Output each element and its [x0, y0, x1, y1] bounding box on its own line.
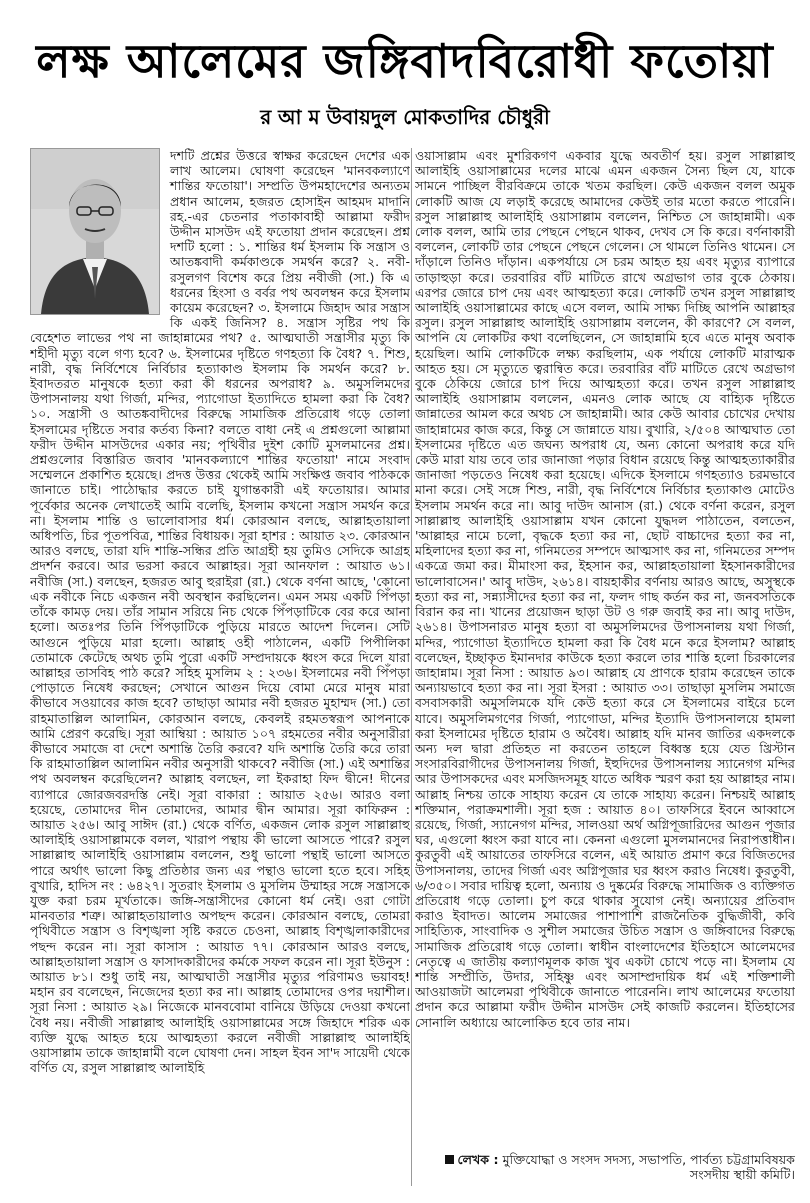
article-byline: র আ ম উবায়দুল মোকতাদির চৌধুরী — [260, 105, 550, 129]
author-photo — [30, 148, 160, 315]
author-note-label: লেখক : — [457, 1152, 499, 1167]
article-column-right — [415, 148, 795, 1148]
bullet-square-icon — [445, 1155, 454, 1164]
author-note-text: মুক্তিযোদ্ধা ও সংসদ সদস্য, সভাপতি, পার্বত্য চট্টগ্রামবিষয়ক সংসদীয় স্থায়ী কমিটি। — [502, 1152, 795, 1183]
author-note — [415, 1152, 795, 1182]
author-portrait-icon — [31, 149, 159, 314]
article-headline: লক্ষ আলেমের জঙ্গিবাদবিরোধী ফতোয়া — [36, 34, 774, 88]
right-column-text: ওয়াসাল্লাম এবং মুশরিকগণ একবার যুদ্ধে অবতীর্ণ হয়। রসুল সাল্লাল্লাহু আলাইহি ওয়াসাল্লামের দলের মাঝে এমন একজন সৈন্য ছিল যে, যাকে সামনে পাচ্ছিল বীরবিক্রমে তাকে খতম করছিল। কেউ একজন বলল অমুক লোকটি আজ যে লড়াই করেছে আমাদের কেউই তার মতো করতে পারেনি। রসুল সাল্লাল্লাহু আলাইহি ওয়াসাল্লাম বললেন, নিশ্চিত সে জাহান্নামী। এক লোক বলল, আমি তার পেছনে পেছনে থাকব, দেখব সে কি করে। বর্ণনাকারী বললেন, লোকটি তার পেছনে পেছনে গেলেন। সে থামলে তিনিও থামেন। সে দাঁড়ালে তিনিও দাঁড়ান। একপর্যায়ে সে চরম আহত হয় এবং মৃত্যুর ব্যাপারে তাড়াহুড়া করে। তরবারির বাঁট মাটিতে রাখে অগ্রভাগ তার বুকে ঠেকায়। এরপর জোরে চাপ দেয় এবং আত্মহত্যা করে। লোকটি তখন রসুল সাল্লাল্লাহু আলাইহি ওয়াসাল্লামের কাছে এসে বলল, আমি সাক্ষ্য দিচ্ছি আপনি আল্লাহর রসুল। রসুল সাল্লাল্লাহু আলাইহি ওয়াসাল্লাম বললেন, কী কারণে? সে বলল, আপনি যে লোকটির কথা বলেছিলেন, সে জাহান্নামি হবে এতে মানুষ অবাক হয়েছিল। আমি লোকটিকে লক্ষ্য করছিলাম, এক পর্যায়ে লোকটি মারাত্মক আহত হয়। সে মৃত্যুতে ত্বরান্বিত করে। তরবারির বাঁট মাটিতে রেখে অগ্রভাগ বুকে ঠেকিয়ে জোরে চাপ দিয়ে আত্মহত্যা করে। তখন রসুল সাল্লাল্লাহু আলাইহি ওয়াসাল্লাম বললেন, এমনও লোক আছে যে বাহ্যিক দৃষ্টিতে জান্নাতের আমল করে অথচ সে জাহান্নামী। আর কেউ আবার চোখের দেখায় জাহান্নামের কাজ করে, কিন্তু সে জান্নাতে যায়। বুখারি, ২/৫০৪ আত্মঘাত তো ইসলামের দৃষ্টিতে এত জঘন্য অপরাধ যে, অন্য কোনো অপরাধ করে যদি কেউ মারা যায় তবে তার জানাজা পড়ার বিধান রয়েছে কিন্তু আত্মহত্যাকারীর জানাজা পড়তেও নিষেধ করা হয়েছে। এদিকে ইসলামে গণহত্যাও চরমভাবে মানা করে। সেই সঙ্গে শিশু, নারী, বৃদ্ধ নির্বিশেষে নির্বিচার হত্যাকাণ্ড মোটেও ইসলাম সমর্থন করে না। আবু দাউদ আনাস (রা.) থেকে বর্ণনা করেন, রসুল সাল্লাল্লাহু আলাইহি ওয়াসাল্লাম যখন কোনো যুদ্ধদল পাঠাতেন, বলতেন, 'আল্লাহর নামে চলো, বৃদ্ধকে হত্যা কর না, ছোট বাচ্চাদের হত্যা কর না, মহিলাদের হত্যা কর না, গনিমতের সম্পদে আত্মসাৎ কর না, গনিমতের সম্পদ একত্রে জমা কর। মীমাংসা কর, ইহসান কর, আল্লাহতায়ালা ইহসানকারীদের ভালোবাসেন।' আবু দাউদ, ২৬১৪। বায়হাকীর বর্ণনায় আরও আছে, অসুস্থকে হত্যা কর না, সন্ন্যাসীদের হত্যা কর না, ফলদ গাছ কর্তন কর না, জনবসতিকে বিরান কর না। খানের প্রয়োজন ছাড়া উট ও গরু জবাই কর না। আবু দাউদ, ২৬১৪। উপাসনারত মানুষ হত্যা বা অমুসলিমদের উপাসনালয় যথা গির্জা, মন্দির, প্যাগোডা ইত্যাদিতে হামলা করা কি বৈধ মনে করে ইসলাম? আল্লাহ বলেছেন, ইচ্ছাকৃত ইমানদার কাউকে হত্যা করলে তার শাস্তি হলো চিরকালের জাহান্নাম। সূরা নিসা : আয়াত ৯৩। আল্লাহ যে প্রাণকে হারাম করেছেন তাকে অন্যায়ভাবে হত্যা কর না। সূরা ইসরা : আয়াত ৩৩। তাছাড়া মুসলিম সমাজে বসবাসকারী অমুসলিমকে যদি কেউ হত্যা করে সে ইসলামের বাইরে চলে যাবে। অমুসলিমগণের গির্জা, প্যাগোডা, মন্দির ইত্যাদি উপাসনালয়ে হামলা করা ইসলামের দৃষ্টিতে হারাম ও অবৈধ। আল্লাহ যদি মানব জাতির একদলকে অন্য দল দ্বারা প্রতিহত না করতেন তাহলে বিধ্বস্ত হয়ে যেত খ্রিস্টান সংসারবিরাগীদের উপাসনালয় গির্জা, ইহুদিদের উপাসনালয় স্যানেগগ মন্দির আর উপাসকদের এবং মসজিদসমূহ যাতে অধিক স্মরণ করা হয় আল্লাহর নাম। আল্লাহ নিশ্চয় তাকে সাহায্য করেন যে তাকে সাহায্য করেন। নিশ্চয়ই আল্লাহ শক্তিমান, পরাক্রমশালী। সূরা হজ : আয়াত ৪০। তাফসিরে ইবনে আব্বাসে রয়েছে, গির্জা, স্যানেগগ মন্দির, সালওয়া অর্থ অগ্নিপূজারিদের আগুন পূজার ঘর, এগুলো ধ্বংস করা যাবে না। কেননা এগুলো মুসলমানদের নিরাপত্তাধীন। কুরতুবী এই আয়াতের তাফসিরে বলেন, এই আয়াত প্রমাণ করে বিজিতদের উপাসনালয়, তাদের গির্জা এবং অগ্নিপূজার ঘর ধ্বংস করাও নিষেধ। কুরতুবী, ৬/৩৫০। সবার দায়িত্ব হলো, অন্যায় ও দুষ্কর্মের বিরুদ্ধে সামাজিক ও ব্যক্তিগত প্রতিরোধ গড়ে তোলা। চুপ করে থাকার সুযোগ নেই। অন্যায়ের প্রতিবাদ করাও ইবাদত। আলেম সমাজের পাশাপাশি রাজনৈতিক বুদ্ধিজীবী, কবি সাহিত্যিক, সাংবাদিক ও সুশীল সমাজের উচিত সন্ত্রাস ও জঙ্গিবাদের বিরুদ্ধে সামাজিক প্রতিরোধ গড়ে তোলা। স্বাধীন বাংলাদেশের ইতিহাসে আলেমদের নেতৃত্বে এ জাতীয় কল্যাণমূলক কাজ খুব একটা চোখে পড়ে না। ইসলাম যে শান্তি সম্প্রীতি, উদার, সহিষ্ণু এবং অসাম্প্রদায়িক ধর্ম এই শক্তিশালী আওয়াজটা আলেমরা পৃথিবীকে জানাতে পারেননি। লাখ আলেমের ফতোয়া প্রদান করে আল্লামা ফরীদ উদ্দীন মাসউদ সেই কাজটি করলেন। ইতিহাসের সোনালি অধ্যায়ে আলোকিত হবে তার নাম। — [415, 148, 795, 1030]
article-column-left — [30, 148, 410, 1186]
column-divider — [411, 148, 412, 1186]
left-column-text: দশটি প্রশ্নের উত্তরে স্বাক্ষর করেছেন দেশের এক লাখ আলেম। ঘোষণা করেছেন 'মানবকল্যাণে শান্তির ফতোয়া'। সম্প্রতি উপমহাদেশের অন্যতম প্রধান আলেম, হজরত হোসাইন আহমদ মাদানি রহ.-এর চেতনার পতাকাবাহী আল্লামা ফরীদ উদ্দীন মাসউদ এই ফতোয়া প্রদান করেছেন। প্রশ্ন দশটি হলো : ১. শান্তির ধর্ম ইসলাম কি সন্ত্রাস ও আতঙ্কবাদী কর্মকাণ্ডকে সমর্থন করে? ২. নবী-রসুলগণ বিশেষ করে প্রিয় নবীজী (সা.) কি এ ধরনের হিংসা ও বর্বর পথ অবলম্বন করে ইসলাম কায়েম করেছেন? ৩. ইসলামে জিহাদ আর সন্ত্রাস কি একই জিনিস? ৪. সন্ত্রাস সৃষ্টির পথ কি বেহেশত লাভের পথ না জাহান্নামের পথ? ৫. আত্মঘাতী সন্ত্রাসীর মৃত্যু কি শহীদী মৃত্যু বলে গণ্য হবে? ৬. ইসলামের দৃষ্টিতে গণহত্যা কি বৈধ? ৭. শিশু, নারী, বৃদ্ধ নির্বিশেষে নির্বিচার হত্যাকাণ্ড ইসলাম কি সমর্থন করে? ৮. ইবাদতরত মানুষকে হত্যা করা কী ধরনের অপরাধ? ৯. অমুসলিমদের উপাসনালয় যথা গির্জা, মন্দির, প্যাগোডা ইত্যাদিতে হামলা করা কি বৈধ? ১০. সন্ত্রাসী ও আতঙ্কবাদীদের বিরুদ্ধে সামাজিক প্রতিরোধ গড়ে তোলা ইসলামের দৃষ্টিতে সবার কর্তব্য কিনা? বলতে বাধা নেই এ প্রশ্নগুলো আল্লামা ফরীদ উদ্দীন মাসউদের একার নয়; পৃথিবীর দুইশ কোটি মুসলমানের প্রশ্ন। প্রশ্নগুলোর বিস্তারিত জবাব 'মানবকল্যাণে শান্তির ফতোয়া' নামে সংবাদ সম্মেলনে প্রকাশিত হয়েছে। প্রদত্ত উত্তর থেকেই আমি সংক্ষিপ্ত জবাব পাঠককে জানাতে চাই। পাঠোদ্ধার করতে চাই যুগান্তকারী এই ফতোয়ার। আমার পূর্বেকার অনেক লেখাতেই আমি বলেছি, ইসলাম কখনো সন্ত্রাস সমর্থন করে না। ইসলাম শান্তি ও ভালোবাসার ধর্ম। কোরআন বলছে, আল্লাহতায়ালা অধিপতি, চির পূতপবিত্র, শান্তির বিধায়ক। সূরা হাশর : আয়াত ২৩. কোরআন আরও বলছে, তারা যদি শান্তি-সন্ধির প্রতি আগ্রহী হয় তুমিও সেদিকে আগ্রহ প্রদর্শন করবে। আর ভরসা করবে আল্লাহর। সূরা আনফাল : আয়াত ৬১। নবীজি (সা.) বলছেন, হজরত আবু হুরাইরা (রা.) থেকে বর্ণনা আছে, 'কোনো এক নবীকে নিচে একজন নবী অবস্থান করছিলেন। এমন সময় একটি পিঁপড়া তাঁকে কামড় দেয়। তাঁর সামান সরিয়ে নিচ থেকে পিঁপড়াটিকে বের করে আনা হলো। অতঃপর তিনি পিঁপড়াটিকে পুড়িয়ে মারতে আদেশ দিলেন। সেটি আগুনে পুড়িয়ে মারা হলো। আল্লাহ ওহী পাঠালেন, একটি পিপীলিকা তোমাকে কেটেছে অথচ তুমি পুরো একটি সম্প্রদায়কে ধ্বংস করে দিলে যারা আল্লাহর তাসবিহ পাঠ করে? সহিহ মুসলিম ২ : ২৩৬। ইসলামের নবী পিঁপড়া পোড়াতে নিষেধ করছেন; সেখানে আগুন দিয়ে বোমা মেরে মানুষ মারা কীভাবে সওয়াবের কাজ হবে? তাছাড়া আমার নবী হজরত মুহাম্মদ (সা.) তো রাহমাতাল্লিল আলামিন, কোরআন বলছে, কেবলই রহমতস্বরূপ আপনাকে আমি প্রেরণ করেছি। সূরা আম্বিয়া : আয়াত ১০৭ রহমতের নবীর অনুসারীরা কীভাবে সমাজে বা দেশে অশান্তি তৈরি করবে? যদি অশান্তি তৈরি করে তারা কি রাহমাতাল্লিল আলামিন নবীর অনুসারী থাকবে? নবীজি (সা.) এই অশান্তির পথ অবলম্বন করেছিলেন? আল্লাহ বলছেন, লা ইকরাহা ফিদ দ্বীনে! দীনের ব্যাপারে জোরজবরদস্তি নেই। সূরা বাকারা : আয়াত ২৫৬। আরও বলা হয়েছে, তোমাদের দীন তোমাদের, আমার দ্বীন আমার। সূরা কাফিরুন : আয়াত ২৫৬। আবু সাঈদ (রা.) থেকে বর্ণিত, একজন লোক রসুল সাল্লাল্লাহু আলাইহি ওয়াসাল্লামকে বলল, খারাপ পন্থায় কী ভালো আসতে পারে? রসুল সাল্লাল্লাহু আলাইহি ওয়াসাল্লাম বললেন, শুধু ভালো পন্থাই ভালো আসতে পারে অর্থাৎ ভালো কিছু প্রতিষ্ঠার জন্য এর পন্থাও ভালো হতে হবে। সহিহ বুখারি, হাদিস নং : ৬৪২৭। সুতরাং ইসলাম ও মুসলিম উম্মাহর সঙ্গে সন্ত্রাসকে যুক্ত করা চরম মূর্খতাকে। জঙ্গি-সন্ত্রাসীদের কোনো ধর্ম নেই। ওরা গোটা মানবতার শত্রু। আল্লাহতায়ালাও অপছন্দ করেন। কোরআন বলছে, তোমরা পৃথিবীতে সন্ত্রাস ও বিশৃঙ্খলা সৃষ্টি করতে চেওনা, আল্লাহ বিশৃঙ্খলাকারীদের পছন্দ করেন না। সূরা কাসাস : আয়াত ৭৭। কোরআন আরও বলছে, আল্লাহতায়ালা সন্ত্রাস ও ফাসাদকারীদের কর্মকে সফল করেন না। সূরা ইউনুস : আয়াত ৮১। শুধু তাই নয়, আত্মঘাতী সন্ত্রাসীর মৃত্যুর পরিণামও ভয়াবহ! মহান রব বলেছেন, নিজেদের হত্যা কর না। আল্লাহ তোমাদের ওপর দয়াশীল। সূরা নিসা : আয়াত ২৯। নিজেকে মানববোমা বানিয়ে উড়িয়ে দেওয়া কখনো বৈধ নয়। নবীজী সাল্লাল্লাহু আলাইহি ওয়াসাল্লামের সঙ্গে জিহাদে শরিক এক ব্যক্তি যুদ্ধে আহত হয়ে আত্মহত্যা করলে নবীজী সাল্লাল্লাহু আলাইহি ওয়াসাল্লাম তাকে জাহান্নামী বলে ঘোষণা দেন। সাহল ইবন সা'দ সায়েদী থেকে বর্ণিত যে, রসুল সাল্লাল্লাহু আলাইহি — [30, 148, 410, 1076]
